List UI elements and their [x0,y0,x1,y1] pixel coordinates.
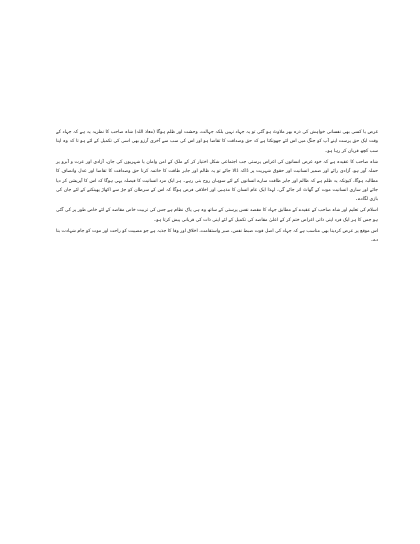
paragraph: شاہ صاحب کا عقیدہ ہے کہ خود غرض انسانوں کی اغراض پرستی جب اجتماعی شکل اختیار کر کے ملک کے امن وامان یا شہریوں کی جان، آزادی اور عزت و آبرو پر حملہ آور ہو، آزادی رائے اور ضمیر انسانیت اور حقوق شہریت پر ڈاکہ ڈالا جائے تو یہ ظالم اور جابر طاقت کا خاتمہ کرنا حق وصداقت کا تقاضا اور عدل وانصاف کا مطالبہ ہوگا، کیونکہ یہ ظلم ہے کہ ظالم اور جابر طاقت سارے انسانوں کے لئے سوہان روح بنی رہے۔ ہر ایک مرد انسانیت کا فیصلہ یہی ہوگا کہ اس کا آپریشن کر دیا جائے اور ساری انسانیت موت کے گھاٹ اتر جائے گی، لہذا ایک عام انسان کا مذہبی اور اخلاقی فرض ہوگا کہ اس کے سرطان کو جڑ سے اکھاڑ پھینکنے کے لئے جان کی بازی لگادے۔ [56,159,378,203]
paragraph: غرض یا کسی بھی نفسانی خواہش کی ذرہ بھر ملاوٹ ہو گئی تو یہ جہاد نہیں بلکہ جہالت، وحشت اور ظلم ہوگا (معاذ اللہ) شاہ صاحب کا نظریہ یہ ہے کہ جہاد کے وقت ایک حق پرست اپنے آپ کو جنگ میں اس لئے جھونکتا ہے کہ حق وصداقت کا تقاضا ہو اور اس کی سب سے آخری آرزو بھی اسی کی تکمیل کے لئے ہو تا کہ وہ اپنا سب کچھ قربان کر رہا ہو۔ [56,130,378,154]
paragraph: اس موقع پر عرض کردینا بھی مناسب ہے کہ جہاد کی اصل قوت ضبط نفس، صبر واستقامت، اخلاق اور وفا کا جذبہ ہے جو مصیبت کو راحت اور موت کو جام شہادت بنا دے۔ [56,228,378,244]
document-body [56,128,378,247]
paragraph: اسلام کی تعلیم اور شاہ صاحب کے عقیدے کے مطابق جہاد کا مقصد نفس پرستی کے ساتھ وہ ہی پاک نظام ہے جس کی تربیت خاص مقاصد کے لئے خاص طور پر کی گئی ہو جس کا ہر ایک فرد اپنی ذاتی اغراض ختم کر کے اعلیٰ مقاصد کی تکمیل کے لئے اپنی ذات کی قربانی پیش کرتا ہو۔ [56,208,378,223]
